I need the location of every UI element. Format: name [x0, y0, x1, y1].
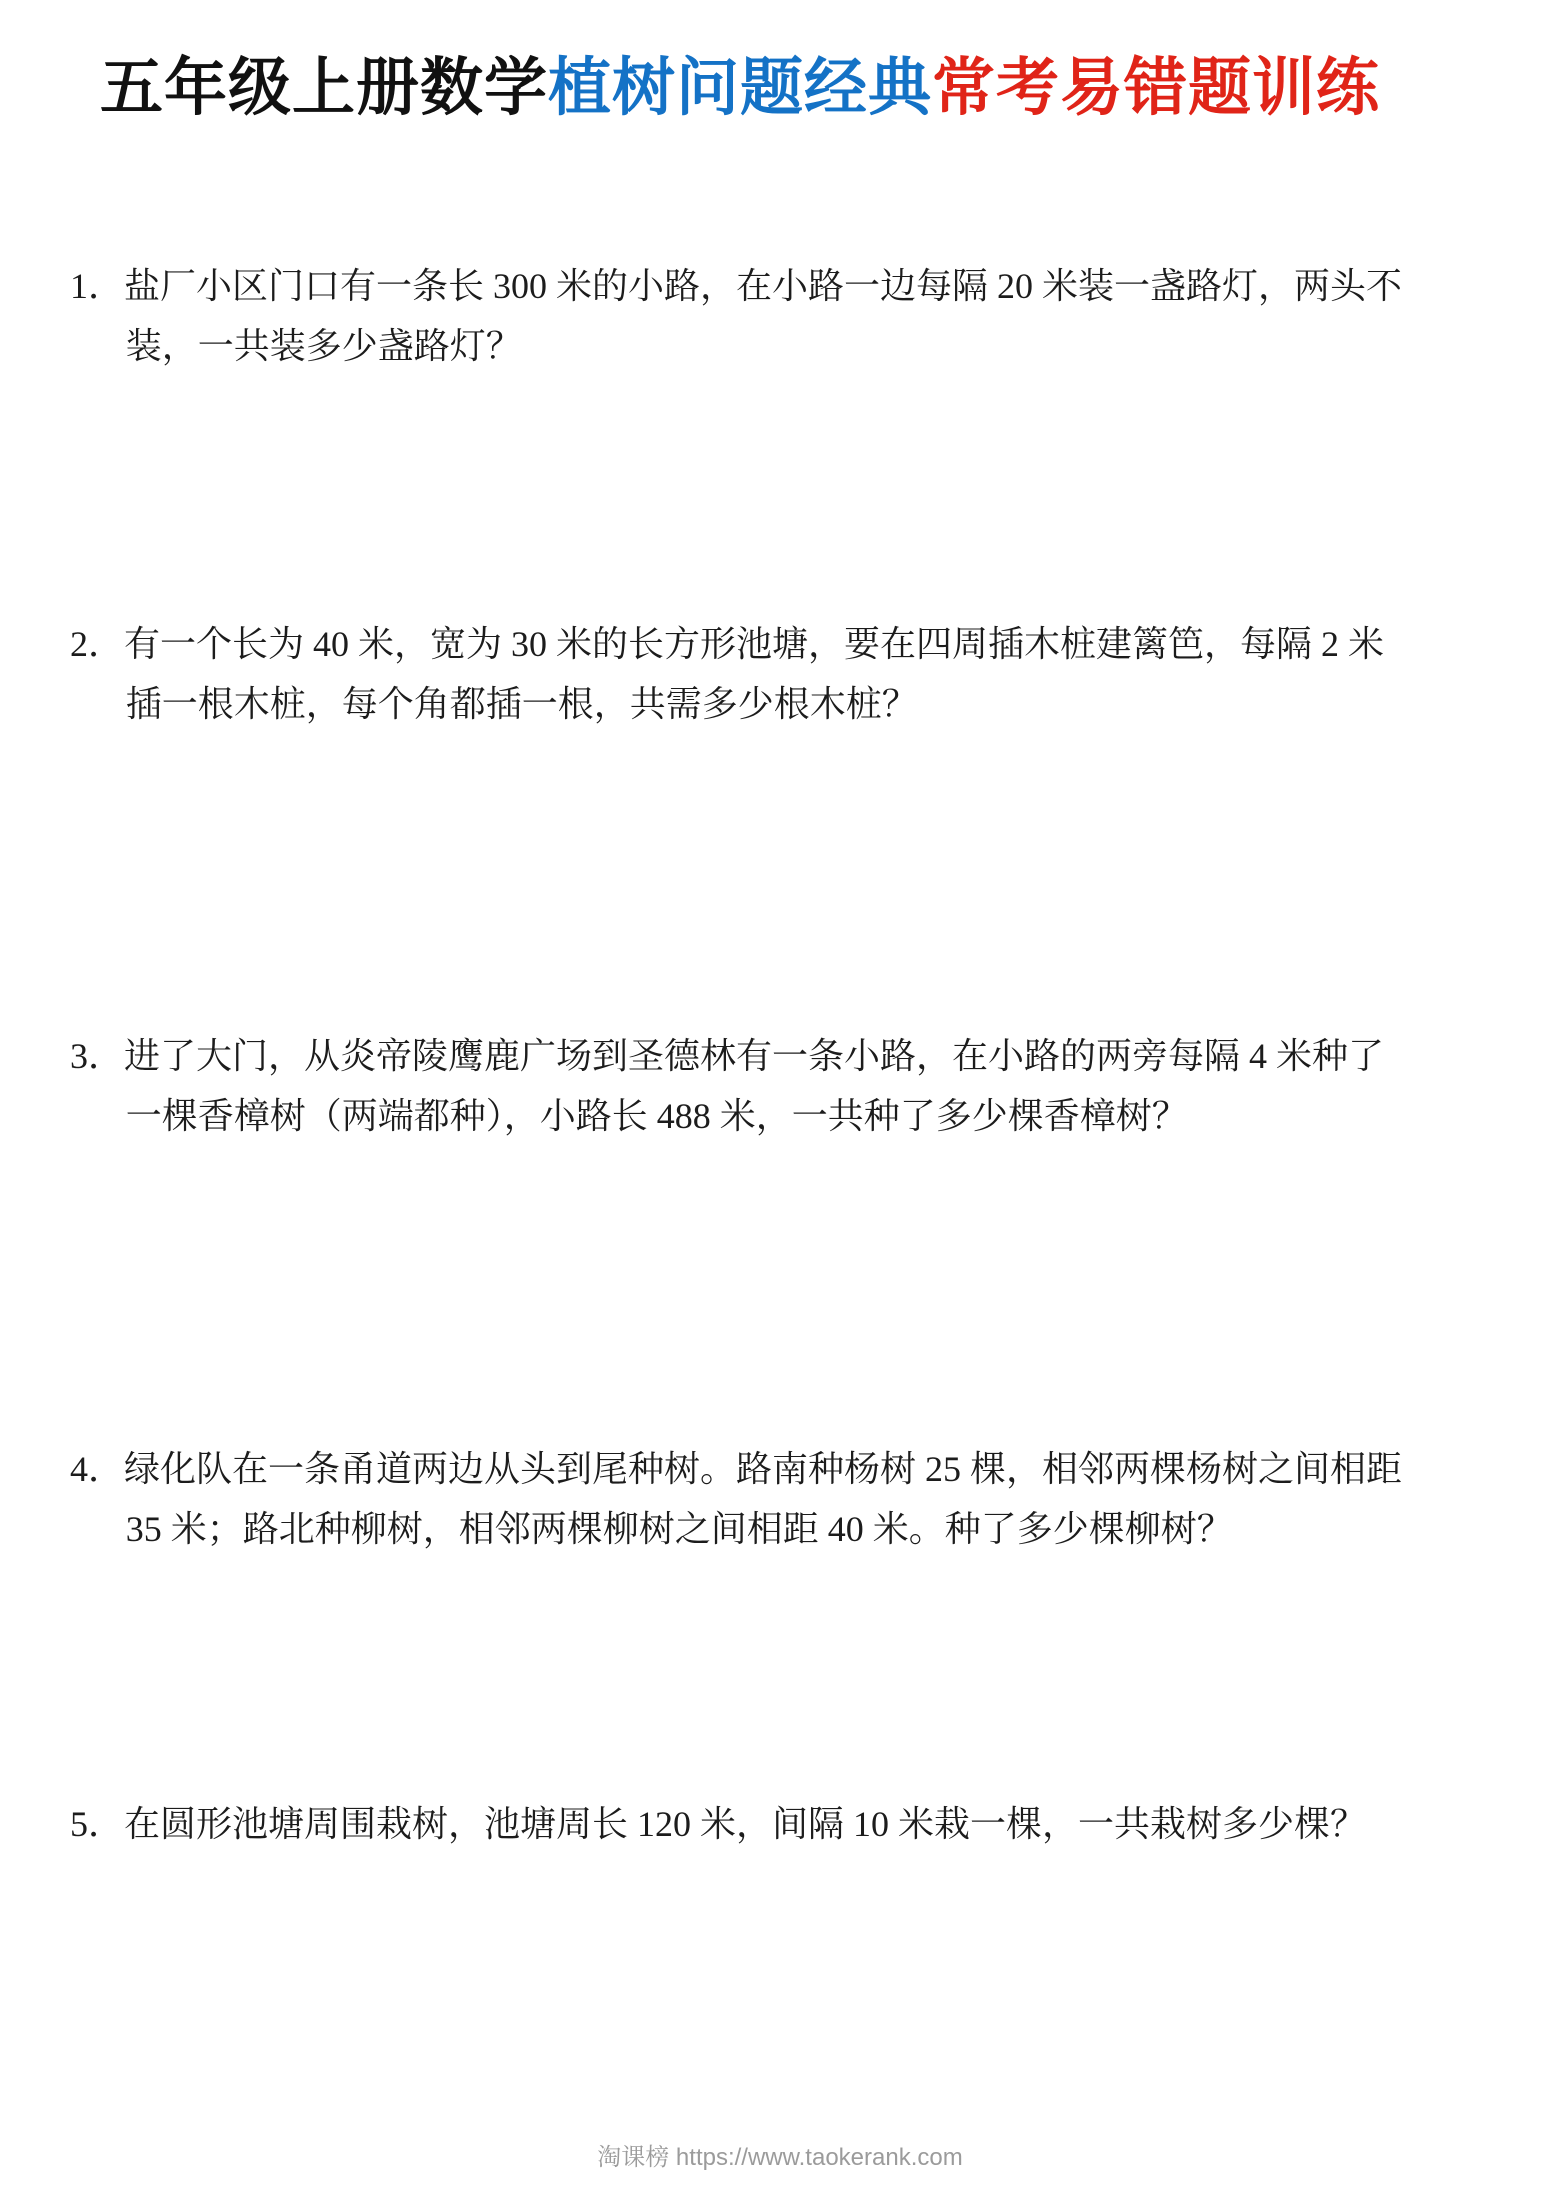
- question-number: 2．: [70, 623, 125, 664]
- question-number: 5．: [70, 1804, 125, 1845]
- title-segment-blue: 植树问题经典: [548, 53, 932, 123]
- question-item-3: [70, 1027, 1410, 1147]
- question-text: 绿化队在一条甬道两边从头到尾种树。路南种杨树 25 棵，相邻两棵杨树之间相距 35 米；路北种柳树，相邻两棵柳树之间相距 40 米。种了多少棵柳树？: [124, 1448, 1403, 1549]
- question-text: 有一个长为 40 米，宽为 30 米的长方形池塘，要在四周插木桩建篱笆，每隔 2 米插一根木桩，每个角都插一根，共需多少根木桩？: [124, 623, 1385, 724]
- question-number: 3．: [70, 1036, 125, 1077]
- question-item-1: [70, 257, 1410, 377]
- question-text: 盐厂小区门口有一条长 300 米的小路，在小路一边每隔 20 米装一盏路灯，两头不装，一共装多少盏路灯？: [124, 266, 1403, 367]
- title-segment-black: 五年级上册数学: [100, 53, 548, 123]
- question-number: 4．: [70, 1448, 125, 1489]
- page-title: [70, 52, 1410, 124]
- question-number: 1．: [70, 266, 125, 307]
- question-text: 在圆形池塘周围栽树，池塘周长 120 米，间隔 10 米栽一棵，一共栽树多少棵？: [124, 1804, 1367, 1845]
- question-item-5: [70, 1795, 1410, 1855]
- title-segment-red: 常考易错题训练: [932, 53, 1380, 123]
- watermark-footer: 淘课榜 https://www.taokerank.com: [597, 2144, 963, 2171]
- question-item-2: [70, 615, 1410, 735]
- question-item-4: [70, 1440, 1410, 1560]
- question-text: 进了大门，从炎帝陵鹰鹿广场到圣德林有一条小路，在小路的两旁每隔 4 米种了一棵香樟树（两端都种），小路长 488 米，一共种了多少棵香樟树？: [124, 1036, 1385, 1137]
